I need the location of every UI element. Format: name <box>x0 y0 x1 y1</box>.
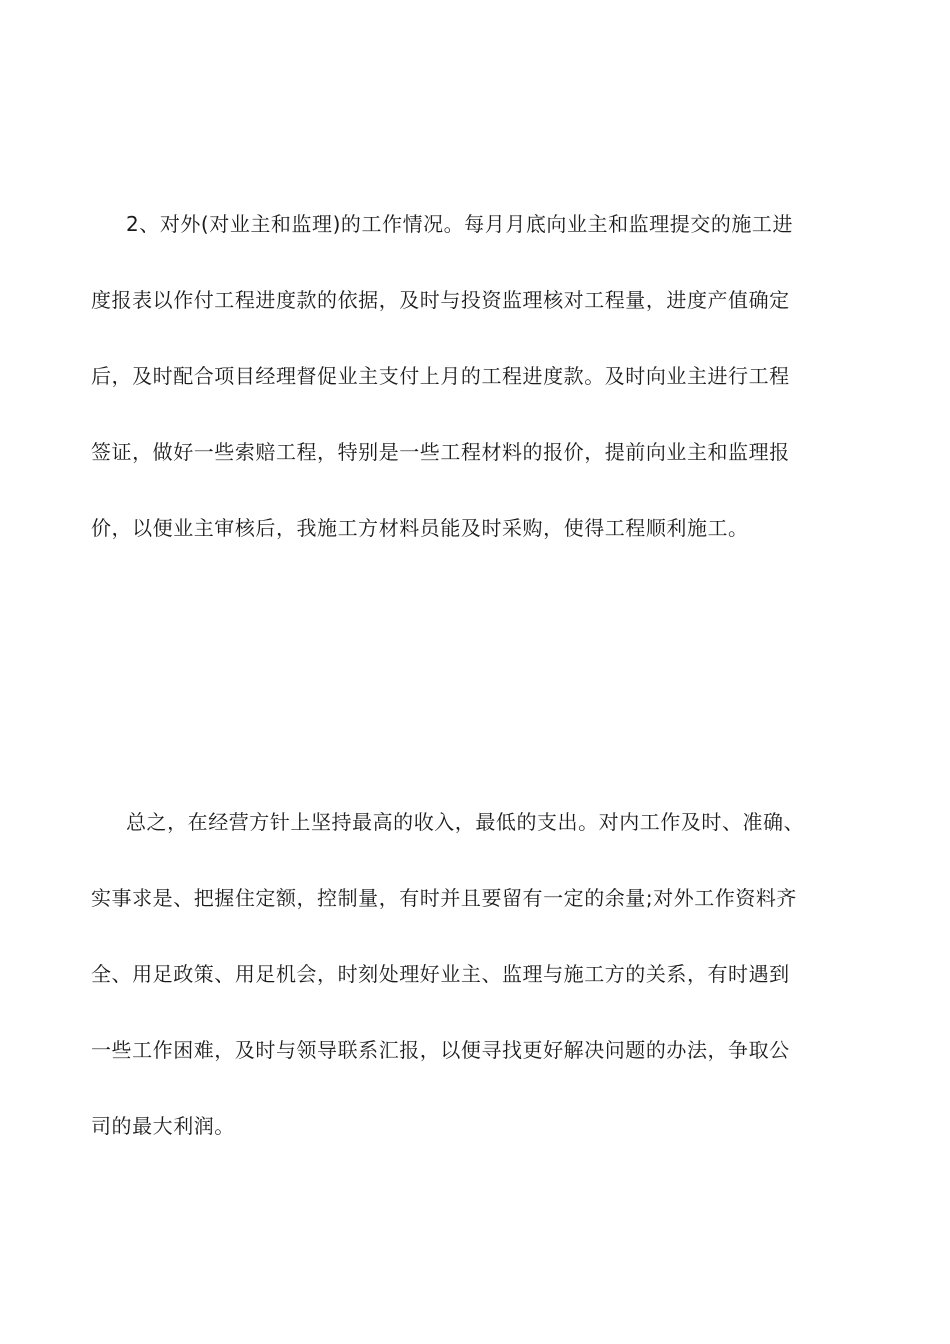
text-line: 总之，在经营方针上坚持最高的收入，最低的支出。对内工作及时、准确、 <box>126 810 805 834</box>
text-line: 全、用足政策、用足机会，时刻处理好业主、监理与施工方的关系，有时遇到 <box>91 962 790 986</box>
paragraph-summary <box>91 784 861 1164</box>
text-line: 度报表以作付工程进度款的依据，及时与投资监理核对工程量，进度产值确定 <box>91 288 790 312</box>
text-line: 签证，做好一些索赔工程，特别是一些工程材料的报价，提前向业主和监理报 <box>91 440 790 464</box>
text-line: 司的最大利润。 <box>91 1114 235 1138</box>
text-line: 后，及时配合项目经理督促业主支付上月的工程进度款。及时向业主进行工程 <box>91 364 790 388</box>
text-line: 价，以便业主审核后，我施工方材料员能及时采购，使得工程顺利施工。 <box>91 516 749 540</box>
text-line: 实事求是、把握住定额，控制量，有时并且要留有一定的余量;对外工作资料齐 <box>91 886 797 910</box>
text-line: 2、对外(对业主和监理)的工作情况。每月月底向业主和监理提交的施工进 <box>126 212 794 236</box>
text-line: 一些工作困难，及时与领导联系汇报，以便寻找更好解决问题的办法，争取公 <box>91 1038 790 1062</box>
paragraph-external-work <box>91 186 861 566</box>
